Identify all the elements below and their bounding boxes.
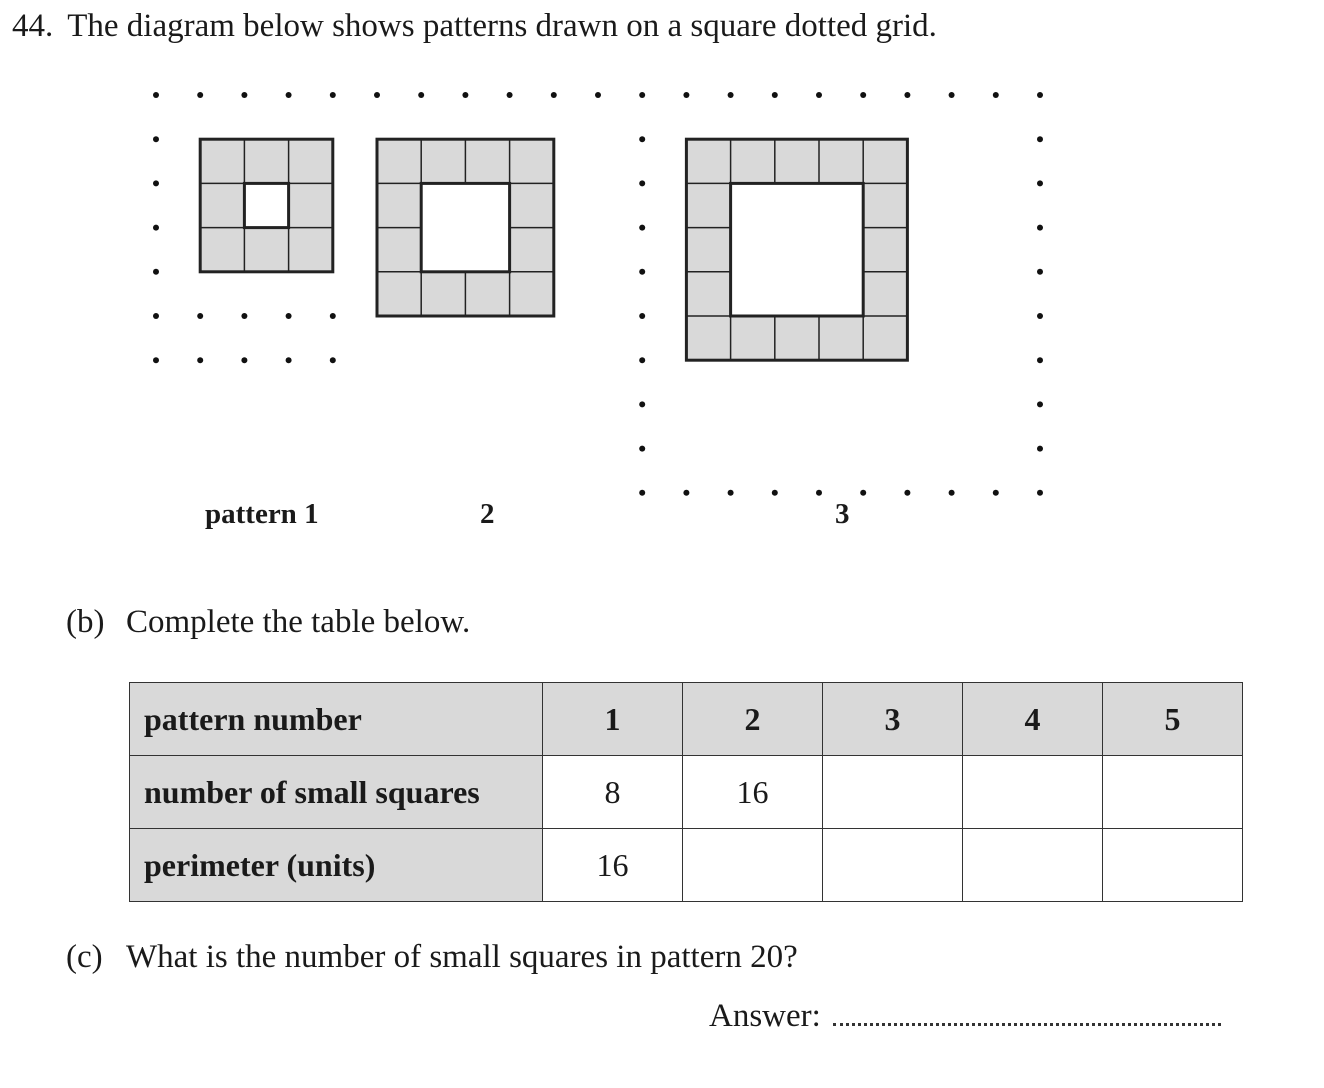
grid-dot (639, 313, 645, 319)
part-b (66, 604, 470, 641)
header-label: pattern number (130, 683, 543, 756)
answer-cell[interactable] (963, 829, 1103, 902)
part-b-text: Complete the table below. (126, 604, 471, 640)
grid-dot (241, 92, 247, 98)
part-c-label: (c) (66, 939, 103, 975)
answer-line (709, 998, 1221, 1035)
grid-dot (330, 357, 336, 363)
answer-cell[interactable] (683, 829, 823, 902)
grid-dot (418, 92, 424, 98)
inner-hole (244, 183, 288, 227)
header-cell: 2 (683, 683, 823, 756)
header-cell: 3 (823, 683, 963, 756)
header-cell: 4 (963, 683, 1103, 756)
grid-dot (1037, 313, 1043, 319)
grid-dot (639, 490, 645, 496)
grid-dot (639, 446, 645, 452)
grid-dot (904, 92, 910, 98)
grid-dot (1037, 136, 1043, 142)
answer-cell[interactable] (823, 756, 963, 829)
answer-blank[interactable] (833, 1001, 1221, 1026)
grid-dot (330, 92, 336, 98)
grid-dot (1037, 225, 1043, 231)
answer-cell[interactable] (1103, 829, 1243, 902)
question-number: 44. (12, 8, 54, 44)
grid-dot (241, 313, 247, 319)
grid-dot (860, 92, 866, 98)
grid-dot (153, 357, 159, 363)
grid-dot (816, 92, 822, 98)
grid-dot (153, 180, 159, 186)
grid-dot (639, 92, 645, 98)
grid-dot (153, 136, 159, 142)
grid-dot (949, 490, 955, 496)
table-cell: 16 (543, 829, 683, 902)
table-cell: 16 (683, 756, 823, 829)
grid-dot (728, 92, 734, 98)
pattern-table (129, 682, 1243, 902)
grid-dot (197, 313, 203, 319)
table-row-perimeter (130, 829, 1243, 902)
grid-dot (241, 357, 247, 363)
grid-dot (1037, 401, 1043, 407)
grid-dot (153, 225, 159, 231)
table-cell: 8 (543, 756, 683, 829)
part-c (66, 939, 798, 976)
grid-dot (639, 225, 645, 231)
grid-dot (993, 490, 999, 496)
grid-dot (197, 92, 203, 98)
grid-dot (639, 136, 645, 142)
grid-dot (639, 180, 645, 186)
grid-dot (683, 92, 689, 98)
answer-label: Answer: (709, 998, 821, 1034)
question-text: The diagram below shows patterns drawn on a square dotted grid. (67, 8, 937, 44)
header-cell: 1 (543, 683, 683, 756)
grid-dot (1037, 490, 1043, 496)
pattern-2-figure (377, 139, 554, 316)
grid-dot (639, 401, 645, 407)
grid-dot (286, 92, 292, 98)
row-label: perimeter (units) (130, 829, 543, 902)
grid-dot (507, 92, 513, 98)
answer-cell[interactable] (963, 756, 1103, 829)
inner-hole (421, 183, 509, 271)
table-header-row (130, 683, 1243, 756)
grid-dot (197, 357, 203, 363)
grid-dot (728, 490, 734, 496)
pattern-3-label: 3 (835, 498, 850, 530)
grid-dot (462, 92, 468, 98)
table-row-squares (130, 756, 1243, 829)
grid-dot (639, 269, 645, 275)
grid-dot (374, 92, 380, 98)
grid-dot (1037, 357, 1043, 363)
grid-dot (330, 313, 336, 319)
pattern-1-figure (200, 139, 333, 272)
grid-dot (551, 92, 557, 98)
grid-dot (286, 313, 292, 319)
header-cell: 5 (1103, 683, 1243, 756)
pattern-2-label: 2 (480, 498, 495, 530)
grid-dot (595, 92, 601, 98)
grid-dot (1037, 180, 1043, 186)
pattern-1-label: pattern 1 (205, 498, 319, 530)
grid-dot (153, 313, 159, 319)
grid-dot (816, 490, 822, 496)
grid-dot (949, 92, 955, 98)
grid-dot (860, 490, 866, 496)
answer-cell[interactable] (1103, 756, 1243, 829)
part-b-label: (b) (66, 604, 105, 640)
grid-dot (153, 92, 159, 98)
inner-hole (731, 183, 864, 316)
grid-dot (1037, 269, 1043, 275)
grid-dot (153, 269, 159, 275)
grid-dot (772, 490, 778, 496)
answer-cell[interactable] (823, 829, 963, 902)
part-c-text: What is the number of small squares in pattern 20? (126, 939, 798, 975)
grid-dot (1037, 92, 1043, 98)
grid-dot (1037, 446, 1043, 452)
grid-dot (772, 92, 778, 98)
grid-dot (993, 92, 999, 98)
grid-dot (904, 490, 910, 496)
row-label: number of small squares (130, 756, 543, 829)
grid-dot (639, 357, 645, 363)
grid-dot (683, 490, 689, 496)
grid-dot (286, 357, 292, 363)
pattern-3-figure (686, 139, 907, 360)
